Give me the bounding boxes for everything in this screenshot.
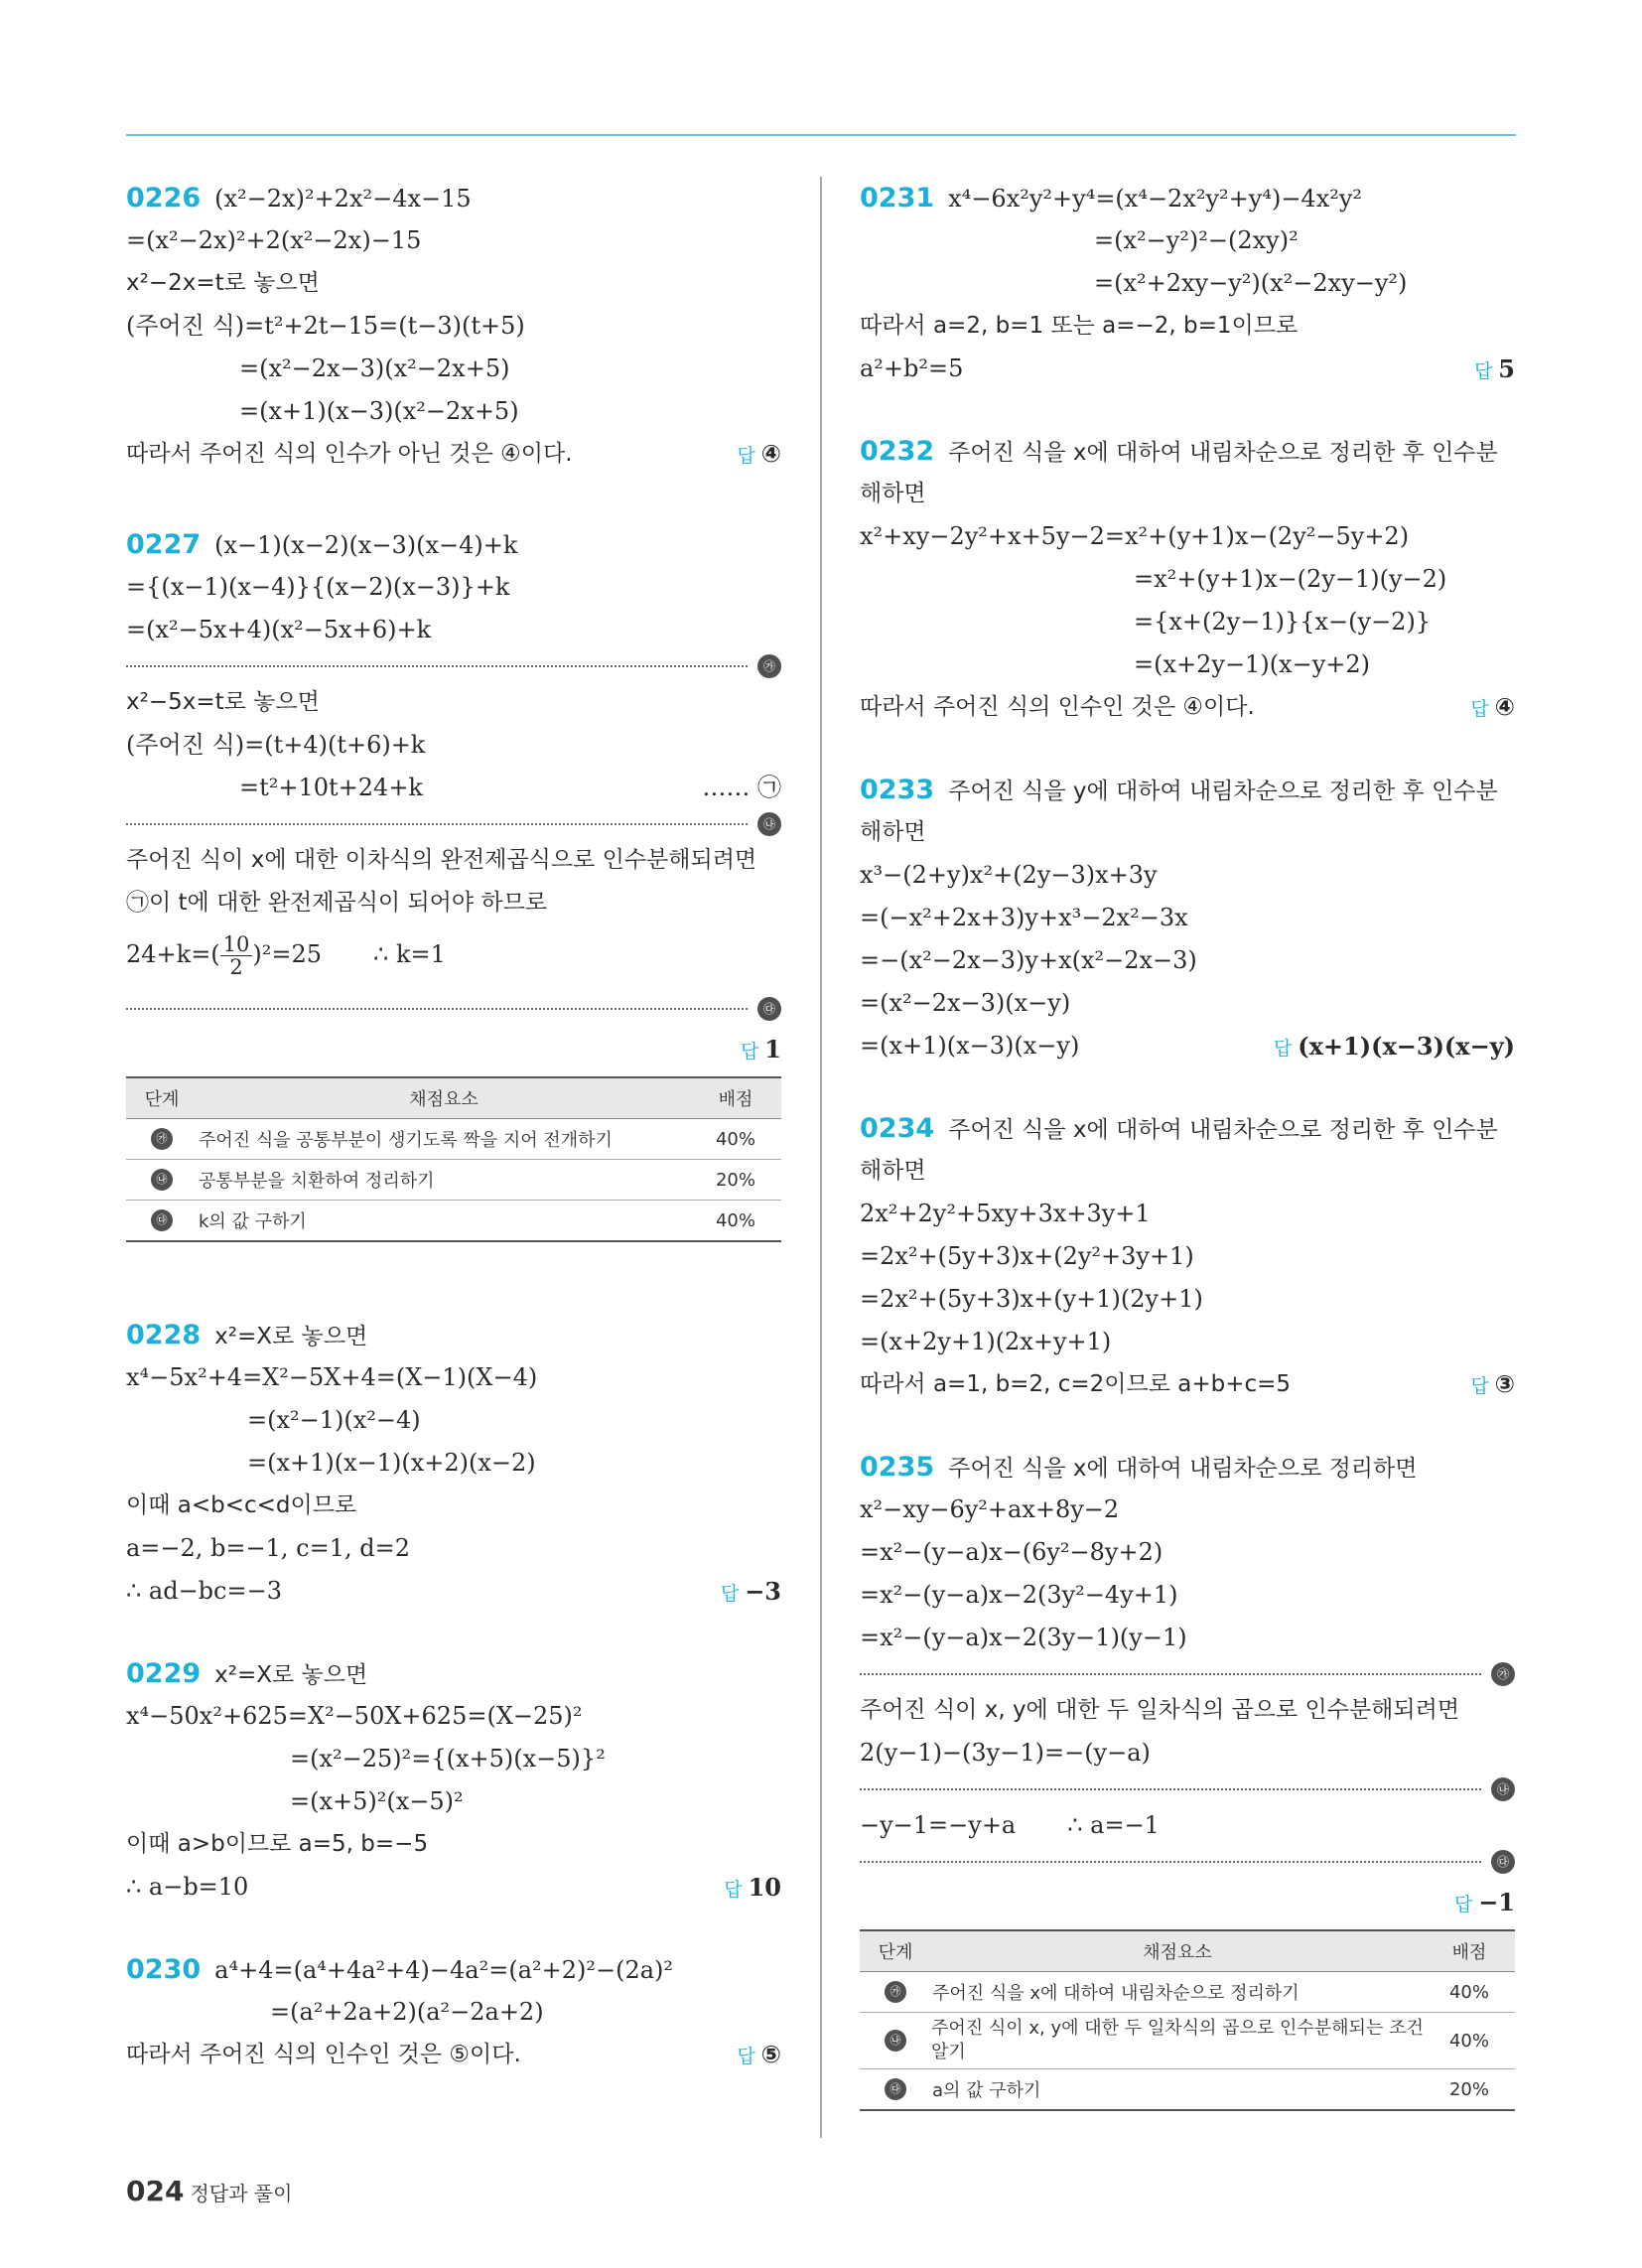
math-part: 24+k=(	[126, 940, 220, 968]
step-marker: ㉮	[151, 1128, 173, 1150]
answer	[741, 1028, 781, 1073]
table-cell: 40%	[690, 1201, 781, 1242]
math-line: =(x+2y+1)(2x+y+1)	[860, 1328, 1112, 1355]
step-marker: ㉰	[151, 1209, 173, 1231]
math-line: a²+b²=5	[860, 354, 964, 382]
grading-table	[860, 1929, 1515, 2111]
problem-0226	[126, 177, 781, 476]
step-marker: ㉮	[1491, 1662, 1515, 1686]
text-line: x²=X로 놓으면	[214, 1662, 368, 1688]
step-marker: ㉰	[757, 997, 781, 1021]
step-divider	[126, 809, 781, 839]
equation-ref: …… ㉠	[702, 774, 781, 801]
math-line: ∴ ad−bc=−3	[126, 1577, 282, 1605]
column-divider	[820, 177, 822, 2138]
math-line: =(x²−y²)²−(2xy)²	[1094, 226, 1299, 254]
fraction	[220, 933, 253, 978]
math-line: =(x+5)²(x−5)²	[290, 1787, 464, 1815]
math-line: =(x+1)(x−1)(x+2)(x−2)	[247, 1449, 536, 1477]
math-line: =x²−(y−a)x−2(3y−1)(y−1)	[860, 1624, 1187, 1651]
answer	[1274, 1025, 1515, 1070]
text-line: x²−2x=t로 놓으면	[126, 270, 320, 296]
problem-number: 0231	[860, 183, 935, 213]
problem-number: 0230	[126, 1954, 202, 1985]
math-line: =t²+10t+24+k	[239, 774, 423, 801]
text-line: 이때 a<b<c<d이므로	[126, 1492, 357, 1518]
answer	[1470, 1363, 1515, 1408]
problem-number: 0228	[126, 1320, 202, 1350]
problem-number: 0229	[126, 1658, 202, 1689]
answer-label: 답	[720, 1583, 740, 1605]
answer-value: −1	[1478, 1888, 1515, 1916]
footer-label: 정답과 풀이	[190, 2182, 293, 2205]
math-line: =2x²+(5y+3)x+(2y²+3y+1)	[860, 1242, 1194, 1270]
problem-0228	[126, 1314, 781, 1613]
step-marker: ㉯	[151, 1169, 173, 1191]
math-line: x²−xy−6y²+ax+8y−2	[860, 1495, 1120, 1523]
problem-number: 0226	[126, 183, 202, 213]
problem-0234	[860, 1107, 1515, 1406]
math-line: x⁴−50x²+625=X²−50X+625=(X−25)²	[126, 1702, 583, 1730]
math-line: x³−(2+y)x²+(2y−3)x+3y	[860, 861, 1158, 889]
math-line: (x−1)(x−2)(x−3)(x−4)+k	[214, 531, 518, 559]
math-line: (x²−2x)²+2x²−4x−15	[214, 185, 472, 213]
table-cell: 주어진 식이 x, y에 대한 두 일차식의 곱으로 인수분해되는 조건 알기	[931, 2013, 1424, 2069]
table-row	[860, 2013, 1515, 2069]
table-row	[860, 2069, 1515, 2111]
right-column	[860, 177, 1515, 2111]
answer-value: 5	[1498, 354, 1515, 383]
problem-0235	[860, 1446, 1515, 2111]
math-line: =2x²+(5y+3)x+(y+1)(2y+1)	[860, 1285, 1203, 1313]
table-header: 배점	[690, 1077, 781, 1119]
math-line: =x²+(y+1)x−(2y−1)(y−2)	[1134, 565, 1447, 593]
top-rule	[126, 134, 1516, 136]
step-marker: ㉯	[757, 812, 781, 836]
text-line: 따라서 주어진 식의 인수인 것은 ④이다.	[860, 694, 1255, 720]
text-line: 주어진 식이 x에 대한 이차식의 완전제곱식으로 인수분해되려면	[126, 847, 757, 873]
text-line: 주어진 식이 x, y에 대한 두 일차식의 곱으로 인수분해되려면	[860, 1697, 1460, 1723]
text-line: x²−5x=t로 놓으면	[126, 689, 320, 715]
answer-label: 답	[724, 1879, 743, 1901]
math-line: =x²−(y−a)x−(6y²−8y+2)	[860, 1538, 1163, 1566]
math-line: =(x+2y−1)(x−y+2)	[1134, 650, 1370, 678]
math-line: 2(y−1)−(3y−1)=−(y−a)	[860, 1739, 1151, 1767]
math-part: ∴ a=−1	[1067, 1811, 1160, 1839]
table-cell: a의 값 구하기	[931, 2069, 1424, 2111]
table-cell: 20%	[1424, 2069, 1515, 2111]
text-line: 주어진 식을 x에 대하여 내림차순으로 정리한 후 인수분	[948, 1117, 1498, 1143]
text-line: 따라서 a=2, b=1 또는 a=−2, b=1이므로	[860, 313, 1299, 339]
answer-label: 답	[737, 445, 755, 467]
step-divider	[860, 1847, 1515, 1877]
answer-value: ⑤	[760, 2041, 781, 2068]
answer	[1474, 348, 1515, 393]
answer	[737, 2034, 781, 2078]
math-line: =(x+1)(x−3)(x−y)	[860, 1032, 1080, 1060]
text-line: 해하면	[860, 1158, 926, 1184]
problem-0233	[860, 769, 1515, 1067]
answer-value: ④	[760, 440, 781, 468]
grading-table	[126, 1076, 781, 1242]
math-line: a⁴+4=(a⁴+4a²+4)−4a²=(a²+2)²−(2a)²	[214, 1956, 674, 1984]
text-line: 따라서 주어진 식의 인수가 아닌 것은 ④이다.	[126, 441, 573, 467]
problem-0227	[126, 523, 781, 1242]
table-header: 채점요소	[931, 1930, 1424, 1972]
step-marker: ㉯	[1491, 1777, 1515, 1801]
step-marker: ㉮	[757, 654, 781, 678]
math-line: =(x²−2x−3)(x−y)	[860, 989, 1071, 1017]
text-line: 따라서 a=1, b=2, c=2이므로 a+b+c=5	[860, 1371, 1292, 1397]
answer-value: ④	[1494, 693, 1515, 721]
table-cell: 주어진 식을 x에 대하여 내림차순으로 정리하기	[931, 1972, 1424, 2013]
step-marker: ㉯	[885, 2030, 906, 2052]
step-divider	[126, 994, 781, 1024]
left-column	[126, 177, 781, 2076]
answer-value: −3	[745, 1577, 781, 1606]
text-line: 해하면	[860, 819, 926, 845]
table-header: 배점	[1424, 1930, 1515, 1972]
step-divider	[860, 1659, 1515, 1689]
answer-label: 답	[1273, 1038, 1293, 1060]
table-cell: 40%	[1424, 2013, 1515, 2069]
math-line: (주어진 식)=(t+4)(t+6)+k	[126, 731, 426, 759]
answer-label: 답	[737, 2046, 755, 2067]
answer	[721, 1570, 781, 1616]
math-line	[126, 924, 781, 984]
math-part: ∴ k=1	[373, 940, 446, 968]
text-line: 해하면	[860, 481, 926, 506]
problem-number: 0235	[860, 1452, 935, 1483]
math-line: 2x²+2y²+5xy+3x+3y+1	[860, 1200, 1151, 1227]
table-cell: 공통부분을 치환하여 정리하기	[198, 1160, 690, 1201]
math-line: =(x²−2x)²+2(x²−2x)−15	[126, 226, 422, 254]
text-line: 주어진 식을 y에 대하여 내림차순으로 정리한 후 인수분	[948, 779, 1498, 804]
problem-number: 0234	[860, 1113, 935, 1144]
table-cell: k의 값 구하기	[198, 1201, 690, 1242]
step-marker: ㉮	[885, 1981, 906, 2003]
table-header: 단계	[860, 1930, 931, 1972]
problem-0231	[860, 177, 1515, 390]
answer-label: 답	[1470, 698, 1489, 720]
table-cell: 주어진 식을 공통부분이 생기도록 짝을 지어 전개하기	[198, 1119, 690, 1160]
math-line: =x²−(y−a)x−2(3y²−4y+1)	[860, 1581, 1178, 1609]
page-footer	[126, 2175, 292, 2207]
math-line: =(x²−2x−3)(x²−2x+5)	[239, 354, 510, 382]
math-line: (주어진 식)=t²+2t−15=(t−3)(t+5)	[126, 312, 525, 340]
answer-value: 1	[764, 1035, 781, 1063]
math-line: x²+xy−2y²+x+5y−2=x²+(y+1)x−(2y²−5y+2)	[860, 522, 1410, 550]
math-line: x⁴−5x²+4=X²−5X+4=(X−1)(X−4)	[126, 1363, 538, 1391]
math-line: =(x²−25)²={(x+5)(x−5)}²	[290, 1745, 606, 1772]
math-part: )²=25	[252, 940, 323, 968]
answer-label: 답	[1453, 1894, 1473, 1915]
math-line: =(x²−1)(x²−4)	[247, 1406, 421, 1434]
math-line: =(−x²+2x+3)y+x³−2x²−3x	[860, 904, 1188, 931]
problem-number: 0227	[126, 529, 202, 560]
answer-value: 10	[748, 1873, 781, 1902]
math-line: x⁴−6x²y²+y⁴=(x⁴−2x²y²+y⁴)−4x²y²	[948, 185, 1363, 213]
problem-number: 0232	[860, 436, 935, 467]
page-number: 024	[126, 2175, 185, 2207]
math-line: =(a²+2a+2)(a²−2a+2)	[270, 1998, 544, 2026]
table-cell: 40%	[690, 1119, 781, 1160]
step-divider	[126, 651, 781, 681]
problem-0230	[126, 1948, 781, 2076]
table-row	[126, 1119, 781, 1160]
table-row	[126, 1160, 781, 1201]
table-header: 단계	[126, 1077, 198, 1119]
problem-number: 0233	[860, 775, 935, 805]
problem-0229	[126, 1652, 781, 1909]
problem-0232	[860, 430, 1515, 729]
answer-label: 답	[740, 1041, 759, 1063]
text-line: ㉠이 t에 대한 완전제곱식이 되어야 하므로	[126, 890, 548, 916]
text-line: 이때 a>b이므로 a=5, b=−5	[126, 1831, 429, 1857]
table-cell: 20%	[690, 1160, 781, 1201]
math-line: ={(x−1)(x−4)}{(x−2)(x−3)}+k	[126, 573, 510, 601]
table-header: 채점요소	[198, 1077, 690, 1119]
step-marker: ㉰	[1491, 1850, 1515, 1874]
answer-value: (x+1)(x−3)(x−y)	[1298, 1032, 1515, 1061]
text-line: 주어진 식을 x에 대하여 내림차순으로 정리하면	[948, 1456, 1418, 1482]
step-marker: ㉰	[885, 2078, 906, 2100]
math-line: =(x²−5x+4)(x²−5x+6)+k	[126, 616, 432, 643]
answer	[1470, 686, 1515, 731]
table-row	[860, 1972, 1515, 2013]
math-line: ={x+(2y−1)}{x−(y−2)}	[1134, 608, 1432, 636]
answer	[737, 433, 781, 478]
fraction-denominator: 2	[229, 955, 243, 979]
answer-label: 답	[1470, 1375, 1489, 1397]
math-line: ∴ a−b=10	[126, 1873, 249, 1901]
table-cell: 40%	[1424, 1972, 1515, 2013]
math-line: =(x²+2xy−y²)(x²−2xy−y²)	[1094, 269, 1408, 297]
table-row	[126, 1201, 781, 1242]
math-line: a=−2, b=−1, c=1, d=2	[126, 1534, 410, 1562]
text-line: x²=X로 놓으면	[214, 1324, 368, 1349]
math-line: =−(x²−2x−3)y+x(x²−2x−3)	[860, 946, 1197, 974]
text-line: 따라서 주어진 식의 인수인 것은 ⑤이다.	[126, 2042, 521, 2067]
answer-label: 답	[1473, 360, 1493, 382]
answer	[724, 1866, 781, 1912]
fraction-numerator: 10	[220, 933, 253, 956]
answer-value: ③	[1494, 1370, 1515, 1398]
text-line: 주어진 식을 x에 대하여 내림차순으로 정리한 후 인수분	[948, 440, 1498, 466]
step-divider	[860, 1774, 1515, 1804]
answer	[1454, 1881, 1515, 1926]
math-part: −y−1=−y+a	[860, 1811, 1017, 1839]
math-line: =(x+1)(x−3)(x²−2x+5)	[239, 397, 519, 425]
